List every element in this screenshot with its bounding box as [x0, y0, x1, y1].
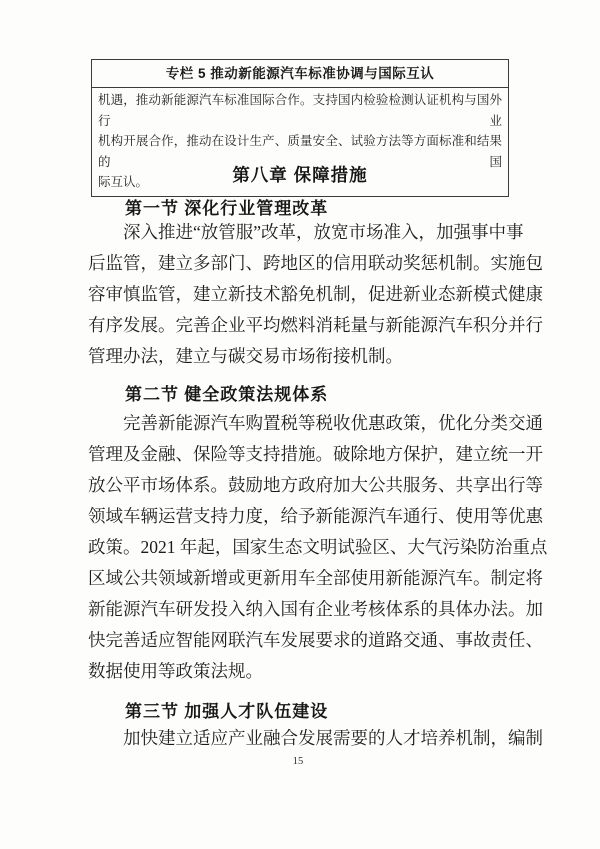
paragraph-line: 快完善适应智能网联汽车发展要求的道路交通、事故责任、	[88, 630, 543, 650]
paragraph-line: 完善新能源汽车购置税等税收优惠政策，优化分类交通	[123, 413, 543, 433]
paragraph-line: 深入推进“放管服”改革，放宽市场准入，加强事中事	[123, 222, 524, 242]
paragraph-line: 管理办法，建立与碳交易市场衔接机制。	[88, 346, 403, 366]
paragraph-line: 领域车辆运营支持力度，给予新能源汽车通行、使用等优惠	[88, 506, 543, 526]
paragraph-1	[88, 217, 543, 372]
page-number: 15	[292, 756, 304, 767]
section-heading-1: 第一节 深化行业管理改革	[125, 199, 329, 218]
callout-body-line: 机遇，推动新能源汽车标准国际合作。支持国内检验检测认证机构与国外行业	[98, 93, 502, 128]
callout-box-title: 专栏 5 推动新能源汽车标准协调与国际互认	[92, 60, 508, 88]
paragraph-line: 容审慎监管，建立新技术豁免机制，促进新业态新模式健康	[88, 284, 543, 304]
paragraph-line: 新能源汽车研发投入纳入国有企业考核体系的具体办法。加	[88, 599, 543, 619]
paragraph-line: 有序发展。完善企业平均燃料消耗量与新能源汽车积分并行	[88, 315, 543, 335]
paragraph-line: 加快建立适应产业融合发展需要的人才培养机制，编制	[123, 728, 543, 748]
paragraph-line: 放公平市场体系。鼓励地方政府加大公共服务、共享出行等	[88, 475, 543, 495]
callout-body-line: 际互认。	[98, 175, 149, 189]
paragraph-line: 数据使用等政策法规。	[88, 661, 263, 681]
paragraph-line: 后监管，建立多部门、跨地区的信用联动奖惩机制。实施包	[88, 253, 543, 273]
paragraph-2	[88, 408, 548, 687]
callout-body-line: 机构开展合作，推动在设计生产、质量安全、试验方法等方面标准和结果的国	[98, 134, 502, 169]
paragraph-line: 政策。2021 年起，国家生态文明试验区、大气污染防治重点	[88, 537, 548, 557]
chapter-title: 第八章 保障措施	[232, 165, 368, 185]
paragraph-line: 管理及金融、保险等支持措施。破除地方保护，建立统一开	[88, 444, 543, 464]
paragraph-line: 区域公共领域新增或更新用车全部使用新能源汽车。制定将	[88, 568, 543, 588]
paragraph-3	[88, 723, 543, 754]
section-heading-3: 第三节 加强人才队伍建设	[125, 702, 329, 721]
section-heading-2: 第二节 健全政策法规体系	[125, 385, 329, 404]
